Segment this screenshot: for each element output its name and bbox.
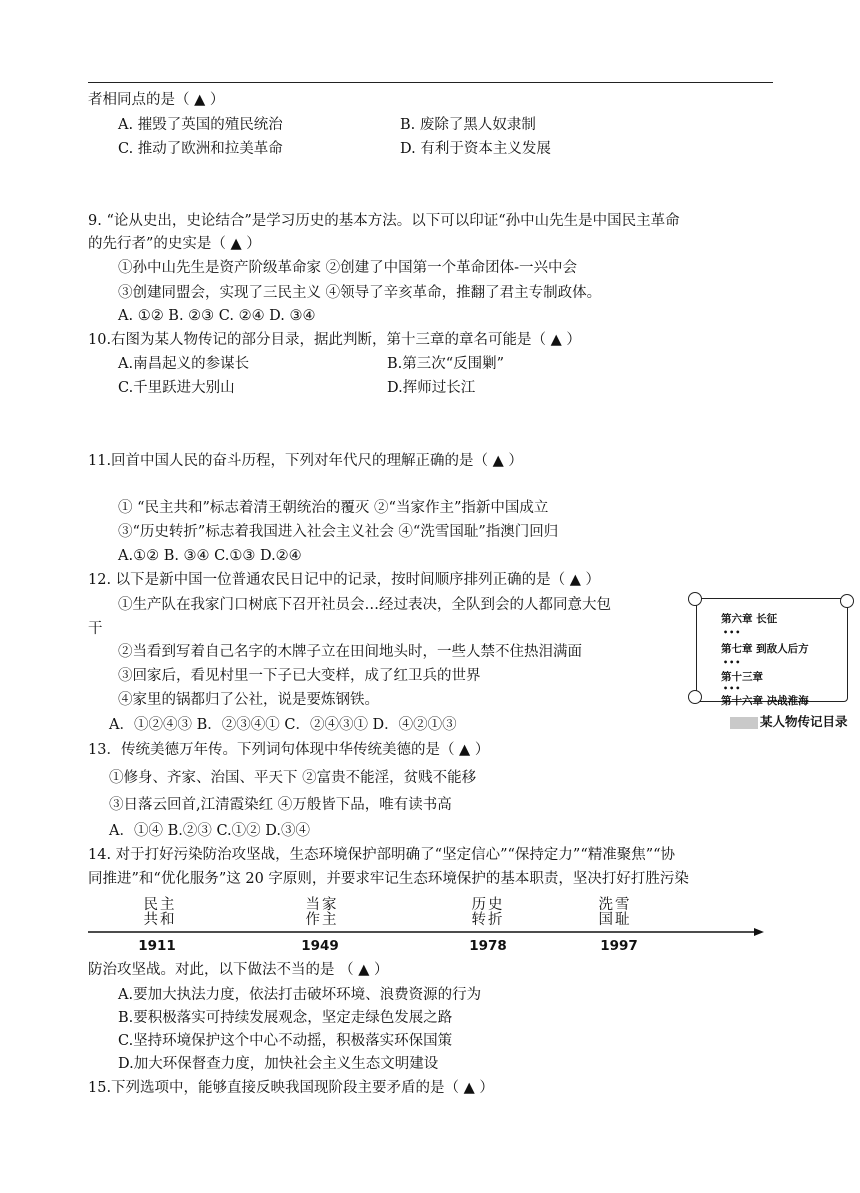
text-line: 的先行者”的史实是（ ▲ ） [88,236,261,252]
text-line: 10.右图为某人物传记的部分目录，据此判断，第十三章的章名可能是（ ▲ ） [88,332,581,348]
toc-entry: 第七章 到敌人后方 [721,643,809,655]
toc-entry: 第六章 长征 [721,613,778,625]
text-line: A．①②④③ B．②③④① C．②④③① D．④②①③ [109,717,457,733]
text-line: ①生产队在我家门口树底下召开社员会…经过表决，全队到会的人都同意大包 [118,597,611,613]
text-line: A.①② B. ③④ C.①③ D.②④ [118,548,302,564]
text-line: ③创建同盟会，实现了三民主义 ④领导了辛亥革命，推翻了君主专制政体。 [118,285,602,301]
biography-toc-scroll [686,592,856,706]
scroll-roll-icon [840,594,854,608]
ellipsis-icon: ••• [723,658,742,667]
timeline-year: 1911 [138,938,176,954]
ellipsis-icon: ••• [723,684,742,693]
year-timeline [0,894,860,956]
timeline-year: 1949 [301,938,339,954]
ellipsis-icon: ••• [723,628,742,637]
text-line: A. 摧毁了英国的殖民统治 [118,117,283,133]
text-line: A．①④ B.②③ C.①② D.③④ [109,823,310,839]
blurred-mark [730,717,758,729]
text-line: 11.回首中国人民的奋斗历程，下列对年代尺的理解正确的是（ ▲ ） [88,453,523,469]
text-line: C.坚持环境保护这个中心不动摇，积极落实环保国策 [118,1033,453,1049]
timeline-label: 当家 作主 [305,897,339,928]
text-line: B.要积极落实可持续发展观念，坚定走绿色发展之路 [118,1010,453,1026]
scroll-roll-icon [688,592,702,606]
text-line: 14. 对于打好污染防治攻坚战，生态环境保护部明确了“坚定信心”“保持定力”“精准聚焦”“协 [88,847,676,863]
text-line: 13．传统美德万年传。下列词句体现中华传统美德的是（ ▲ ） [88,742,490,758]
toc-entry: 第十三章 [721,671,763,683]
arrow-icon [754,928,764,936]
text-line: ③日落云回首,江清霞染红 ④万般皆下品，唯有读书高 [109,797,452,813]
timeline-label: 洗雪 国耻 [598,897,632,928]
text-line: ① “民主共和”标志着清王朝统治的覆灭 ②“当家作主”指新中国成立 [118,500,549,516]
text-line: ③回家后，看见村里一下子已大变样，成了红卫兵的世界 [118,668,481,684]
header-rule [88,82,773,83]
text-line: B.第三次“反围剿” [387,356,505,372]
text-line: A. ①② B. ②③ C. ②④ D. ③④ [118,308,316,324]
text-line: 同推进”和“优化服务”这 20 字原则，并要求牢记生态环境保护的基本职责，坚决打好打胜污染 [88,871,689,887]
timeline-label: 历史 转折 [471,897,505,928]
scroll-roll-icon [688,690,702,704]
text-line: ④家里的锅都归了公社，说是要炼钢铁。 [118,692,379,708]
text-line: ①修身、齐家、治国、平天下 ②富贵不能淫，贫贱不能移 [109,770,477,786]
scroll-body [696,598,848,707]
text-line: 防治攻坚战。对此，以下做法不当的是 （ ▲ ） [88,962,389,978]
text-line: B. 废除了黑人奴隶制 [400,117,536,133]
text-line: D.加大环保督查力度，加快社会主义生态文明建设 [118,1056,439,1072]
text-line: ②当看到写着自己名字的木牌子立在田间地头时，一些人禁不住热泪满面 [118,644,582,660]
text-line: 干 [88,621,103,637]
text-line: D.挥师过长江 [387,380,476,396]
text-line: A.南昌起义的参谋长 [118,356,250,372]
timeline-label: 民主 共和 [143,897,177,928]
text-line: ③“历史转折”标志着我国进入社会主义社会 ④“洗雪国耻”指澳门回归 [118,524,559,540]
text-line: ①孙中山先生是资产阶级革命家 ②创建了中国第一个革命团体-一兴中会 [118,260,578,276]
toc-caption: 某人物传记目录 [730,712,848,730]
text-line: C.千里跃进大别山 [118,380,235,396]
toc-entry: 第十六章 决战淮海 [721,695,809,707]
text-line: 者相同点的是（ ▲ ） [88,92,225,108]
text-line: A.要加大执法力度，依法打击破坏环境、浪费资源的行为 [118,987,482,1003]
text-line: C. 推动了欧洲和拉美革命 [118,141,283,157]
text-line: 12. 以下是新中国一位普通农民日记中的记录，按时间顺序排列正确的是（ ▲ ） [88,572,601,588]
timeline-year: 1978 [469,938,507,954]
text-line: 9. “论从史出，史论结合”是学习历史的基本方法。以下可以印证“孙中山先生是中国民主革命 [88,213,680,229]
timeline-year: 1997 [600,938,638,954]
text-line: D. 有利于资本主义发展 [400,141,551,157]
text-line: 15.下列选项中，能够直接反映我国现阶段主要矛盾的是（ ▲ ） [88,1080,494,1096]
